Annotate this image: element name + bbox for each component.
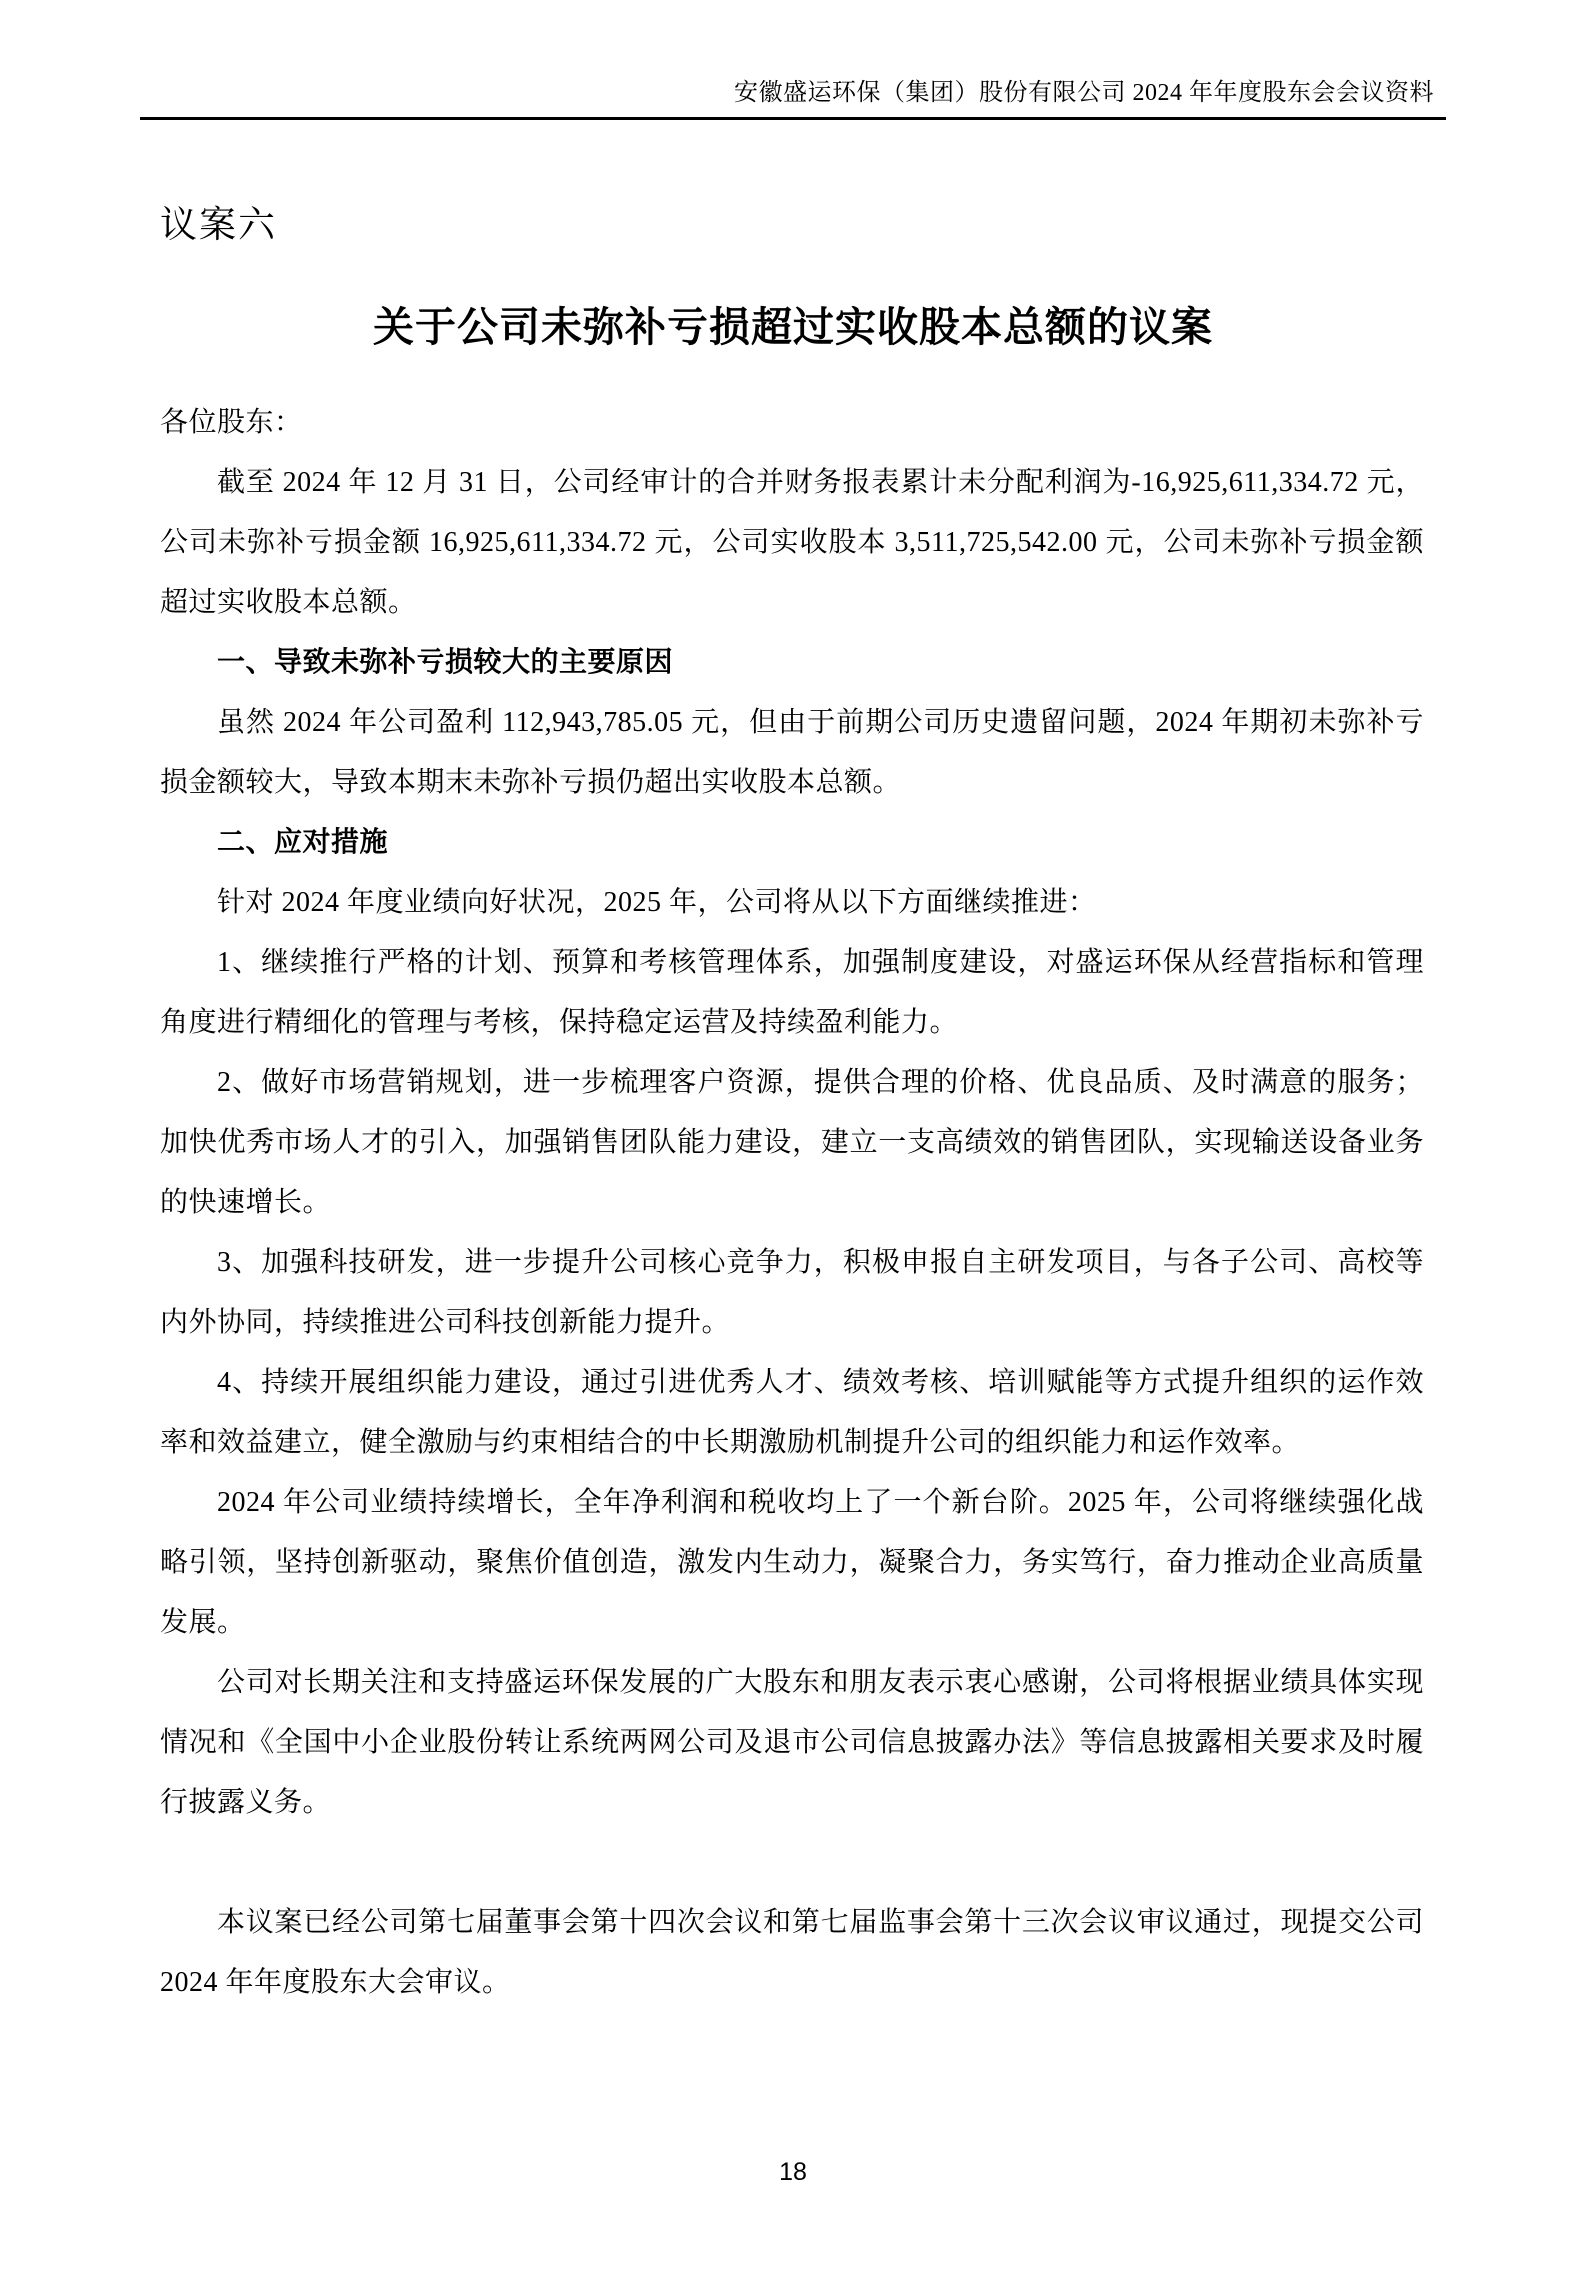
paragraph: 1、继续推行严格的计划、预算和考核管理体系，加强制度建设，对盛运环保从经营指标和管理角度进行精细化的管理与考核，保持稳定运营及持续盈利能力。 [160, 947, 1424, 1038]
closing-paragraph: 本议案已经公司第七届董事会第十四次会议和第七届监事会第十三次会议审议通过，现提交公司 2024 年年度股东大会审议。 [160, 1907, 1424, 1998]
paragraph: 3、加强科技研发，进一步提升公司核心竞争力，积极申报自主研发项目，与各子公司、高校等内外协同，持续推进公司科技创新能力提升。 [160, 1247, 1424, 1338]
paragraph: 针对 2024 年度业绩向好状况，2025 年，公司将从以下方面继续推进： [217, 887, 1097, 918]
paragraph: 2、做好市场营销规划，进一步梳理客户资源，提供合理的价格、优良品质、及时满意的服务；加快优秀市场人才的引入，加强销售团队能力建设，建立一支高绩效的销售团队，实现输送设备业务的快速增长。 [160, 1067, 1424, 1218]
paragraph: 虽然 2024 年公司盈利 112,943,785.05 元，但由于前期公司历史遗留问题，2024 年期初未弥补亏损金额较大，导致本期末未弥补亏损仍超出实收股本总额。 [160, 707, 1424, 798]
section-heading-2: 二、应对措施 [217, 827, 389, 858]
paragraph: 截至 2024 年 12 月 31 日，公司经审计的合并财务报表累计未分配利润为-16,925,611,334.72 元，公司未弥补亏损金额 16,925,611,334.72 元，公司实收股本 3,511,725,542.00 元，公司未弥补亏损金额超过实收股本总额。 [160, 467, 1424, 618]
page-number: 18 [779, 2158, 807, 2186]
salutation: 各位股东： [160, 407, 303, 438]
paragraph: 4、持续开展组织能力建设，通过引进优秀人才、绩效考核、培训赋能等方式提升组织的运作效率和效益建立，健全激励与约束相结合的中长期激励机制提升公司的组织能力和运作效率。 [160, 1367, 1424, 1458]
paragraph: 公司对长期关注和支持盛运环保发展的广大股东和朋友表示衷心感谢，公司将根据业绩具体实现情况和《全国中小企业股份转让系统两网公司及退市公司信息披露办法》等信息披露相关要求及时履行披露义务。 [160, 1667, 1424, 1818]
section-label: 议案六 [160, 205, 277, 246]
header-title: 安徽盛运环保（集团）股份有限公司 2024 年年度股东会会议资料 [734, 80, 1434, 106]
paragraph: 2024 年公司业绩持续增长，全年净利润和税收均上了一个新台阶。2025 年，公司将继续强化战略引领，坚持创新驱动，聚焦价值创造，激发内生动力，凝聚合力，务实笃行，奋力推动企业高质量发展。 [160, 1487, 1424, 1638]
document-body [160, 393, 1424, 2013]
section-heading-1: 一、导致未弥补亏损较大的主要原因 [217, 647, 674, 678]
document-title: 关于公司未弥补亏损超过实收股本总额的议案 [373, 304, 1213, 350]
page-header [140, 0, 1446, 120]
